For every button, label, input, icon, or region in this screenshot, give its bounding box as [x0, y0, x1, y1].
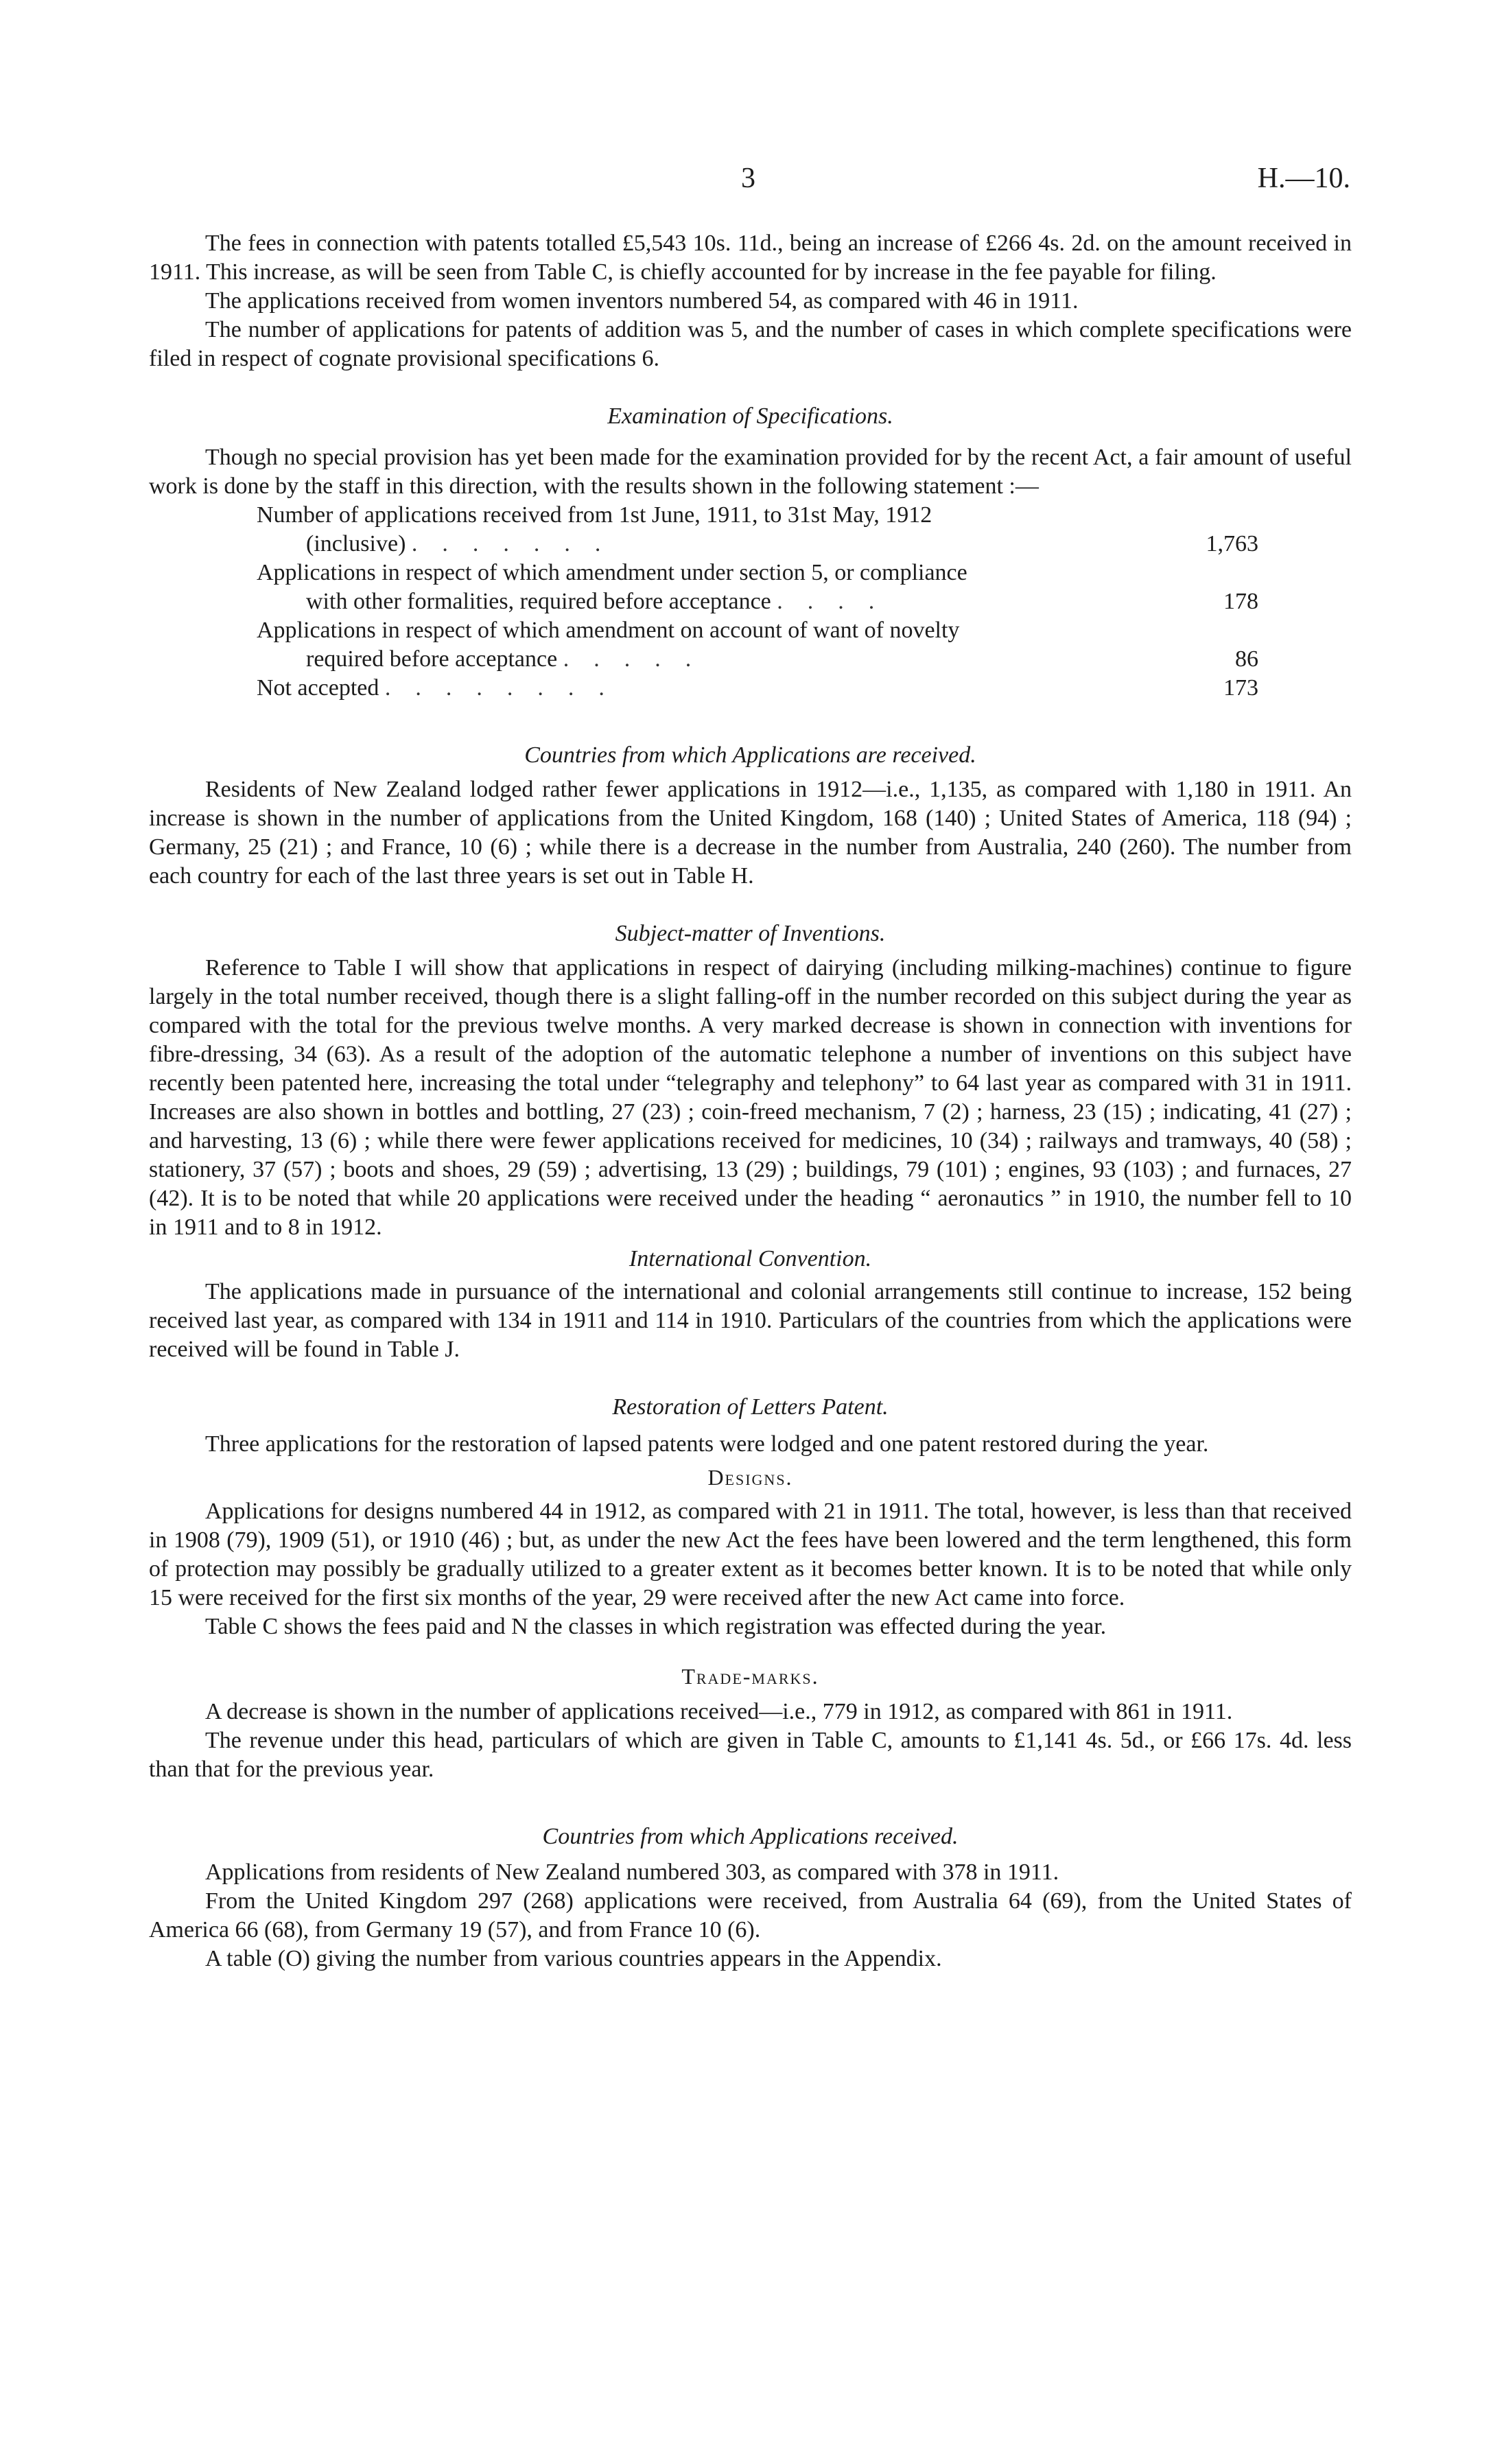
women-inventors-paragraph: The applications received from women inventors numbered 54, as compared with 46 in 1911.	[205, 288, 1079, 314]
international-convention-paragraph: The applications made in pursuance of the international and colonial arrangements still continue to increase, 152 being received last year, as compared with 134 in 1911 and 114 in 1910. Particulars of the countries from which the applications were received will be found in Table J.	[149, 1279, 1352, 1362]
statement-row: Not accepted ........ 173	[257, 674, 1258, 703]
statement-value: 86	[1235, 646, 1258, 672]
statement-label: Number of applications received from 1st June, 1911, to 31st May, 1912	[257, 502, 932, 528]
statement-row: Applications in respect of which amendment on account of want of novelty required before acceptance ..... 86	[257, 616, 1258, 674]
tm-countries-paragraph-2: From the United Kingdom 297 (268) applications were received, from Australia 64 (69), from the United States of America 66 (68), from Germany 19 (57), and from France 10 (6).	[149, 1888, 1352, 1943]
statement-label-continued: (inclusive)	[306, 531, 406, 556]
countries-heading: Countries from which Applications are received.	[524, 742, 976, 768]
examination-heading: Examination of Specifications.	[607, 403, 893, 429]
designs-paragraph: Applications for designs numbered 44 in 1912, as compared with 21 in 1911. The total, however, is less than that received in 1908 (79), 1909 (51), or 1910 (46) ; but, as under the new Act the fees have been lowered and the term lengthened, this form of protection may possibly be gradually utilized to a greater extent as it becomes better known. It is to be noted that while only 15 were received for the first six months of the year, 29 were received after the new Act came into force.	[149, 1499, 1352, 1610]
examination-paragraph: Though no special provision has yet been made for the examination provided for by the recent Act, a fair amount of useful work is done by the staff in this direction, with the results shown in the following statement :—	[149, 445, 1352, 499]
designs-table-paragraph: Table C shows the fees paid and N the classes in which registration was effected during the year.	[205, 1614, 1107, 1639]
statement-value: 173	[1223, 675, 1258, 701]
statement-label: Applications in respect of which amendment under section 5, or compliance	[257, 560, 967, 585]
statement-row: Applications in respect of which amendment under section 5, or compliance with other formalities, required before acceptance .... 178	[257, 559, 1258, 616]
restoration-heading: Restoration of Letters Patent.	[612, 1394, 889, 1420]
subject-matter-heading: Subject-matter of Inventions.	[615, 921, 886, 946]
subject-matter-paragraph: Reference to Table I will show that applications in respect of dairying (including milking-machines) continue to figure largely in the total number received, though there is a slight falling-off in the number recorded on this subject during the year as compared with the total for the previous twelve months. A very marked decrease is shown in connection with inventions for fibre-dressing, 34 (63). As a result of the adoption of the automatic telephone a number of inventions on this subject have recently been patented here, increasing the total under “telegraphy and telephony” to 64 last year as compared with 31 in 1911. Increases are also shown in bottles and bottling, 27 (23) ; coin-freed mechanism, 7 (2) ; harness, 23 (15) ; indicating, 41 (27) ; and harvesting, 13 (6) ; while there were fewer applications received for medicines, 10 (34) ; railways and tramways, 40 (58) ; stationery, 37 (57) ; boots and shoes, 29 (59) ; advertising, 13 (29) ; buildings, 79 (101) ; engines, 93 (103) ; and furnaces, 27 (42). It is to be noted that while 20 applications were received under the heading “ aeronautics ” in 1910, the number fell to 10 in 1911 and to 8 in 1912.	[149, 955, 1352, 1240]
tm-countries-paragraph-3: A table (O) giving the number from various countries appears in the Appendix.	[205, 1946, 942, 1971]
countries-paragraph: Residents of New Zealand lodged rather fewer applications in 1912—i.e., 1,135, as compared with 1,180 in 1911. An increase is shown in the number of applications from the United Kingdom, 168 (140) ; United States of America, 118 (94) ; Germany, 25 (21) ; and France, 10 (6) ; while there is a decrease in the number from Australia, 240 (260). The number from each country for each of the last three years is set out in Table H.	[149, 777, 1352, 889]
fees-paragraph: The fees in connection with patents totalled £5,543 10s. 11d., being an increase of £266 4s. 2d. on the amount received in 1911. This increase, as will be seen from Table C, is chiefly accounted for by increase in the fee payable for filing.	[149, 231, 1352, 285]
international-convention-heading: International Convention.	[629, 1246, 872, 1271]
restoration-paragraph: Three applications for the restoration of lapsed patents were lodged and one patent restored during the year.	[205, 1431, 1209, 1457]
statement-value: 178	[1223, 589, 1258, 614]
trade-marks-paragraph: A decrease is shown in the number of applications received—i.e., 779 in 1912, as compared with 861 in 1911.	[205, 1699, 1233, 1724]
statement-label-continued: required before acceptance	[306, 646, 558, 672]
document-body	[149, 229, 1352, 1973]
designs-heading: Designs.	[707, 1465, 793, 1490]
tm-countries-heading: Countries from which Applications received.	[542, 1824, 959, 1849]
page-number: 3	[741, 163, 755, 194]
patents-of-addition-paragraph: The number of applications for patents of addition was 5, and the number of cases in which complete specifications were filed in respect of cognate provisional specifications 6.	[149, 317, 1352, 371]
statement-value: 1,763	[1206, 531, 1258, 556]
examination-statement	[257, 501, 1258, 703]
statement-label-continued: with other formalities, required before acceptance	[306, 589, 771, 614]
tm-countries-paragraph-1: Applications from residents of New Zealand numbered 303, as compared with 378 in 1911.	[205, 1859, 1059, 1885]
statement-row: Number of applications received from 1st June, 1911, to 31st May, 1912 (inclusive) ....... 1,763	[257, 501, 1258, 559]
page-header	[0, 162, 1491, 203]
document-reference: H.—10.	[1257, 163, 1350, 194]
trade-marks-heading: Trade-marks.	[681, 1664, 819, 1689]
statement-label: Not accepted	[257, 675, 379, 701]
trade-marks-revenue-paragraph: The revenue under this head, particulars of which are given in Table C, amounts to £1,141 4s. 5d., or £66 17s. 4d. less than that for the previous year.	[149, 1728, 1352, 1782]
statement-label: Applications in respect of which amendment on account of want of novelty	[257, 618, 960, 643]
